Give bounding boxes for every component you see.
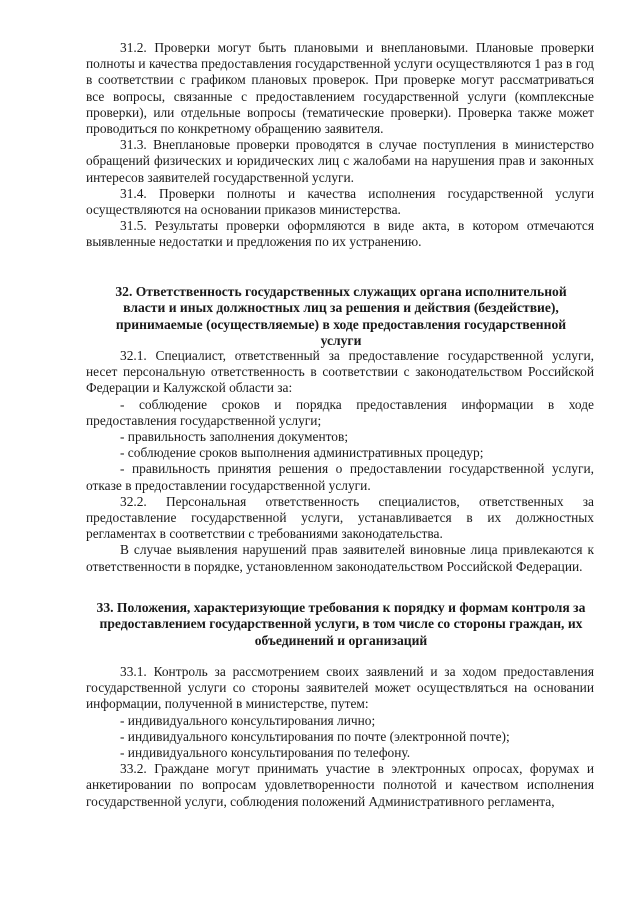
list-item: - правильность заполнения документов; (120, 429, 349, 445)
paragraph-31-5: 31.5. Результаты проверки оформляются в виде акта, в котором отмечаются выявленные недостатки и предложения по их устранению. (86, 218, 594, 250)
section-32-text (86, 348, 594, 575)
responsibility-list (86, 397, 594, 494)
paragraph-32-3: В случае выявления нарушений прав заявителей виновные лица привлекаются к ответственности в порядке, установленном законодательством Российской Федерации. (86, 542, 594, 574)
list-item: - соблюдение сроков и порядка предоставления информации в ходе предоставления государственной услуги; (86, 396, 594, 428)
list-item: - индивидуального консультирования по почте (электронной почте); (120, 728, 510, 744)
paragraph-32-2: 32.2. Персональная ответственность специалистов, ответственных за предоставление государственной услуги, устанавливается в их должностных регламентах в соответствии с требованиями законодательства. (86, 493, 594, 542)
control-methods-list (86, 713, 594, 762)
paragraph-31-2: 31.2. Проверки могут быть плановыми и внеплановыми. Плановые проверки полноты и качества предоставления государственной услуги осуществляются 1 раз в год в соответствии с графиком плановых проверок. При проверке могут рассматриваться все вопросы, связанные с предоставлением государственной услуги (комплексные проверки), или отдельные вопросы (тематические проверки). Проверка также может проводиться по конкретному обращению заявителя. (86, 40, 594, 137)
paragraph-31-4: 31.4. Проверки полноты и качества исполнения государственной услуги осуществляются на основании приказов министерства. (86, 185, 594, 218)
section-33-heading: 33. Положения, характеризующие требования к порядку и формам контроля за предоставлением государственной услуги, в том числе со стороны граждан, их объединений и организаций (96, 600, 586, 648)
list-item: - индивидуального консультирования по телефону. (120, 745, 411, 761)
paragraph-33-2: 33.2. Граждане могут принимать участие в электронных опросах, форумах и анкетировании по вопросам удовлетворенности полнотой и качеством исполнения государственной услуги, соблюдения положений Административного регламента, (86, 761, 594, 809)
list-item: - правильность принятия решения о предоставлении государственной услуги, отказе в предоставлении государственной услуги. (86, 461, 594, 493)
section-31-text (86, 40, 594, 251)
section-32-heading: 32. Ответственность государственных служащих органа исполнительной власти и иных должностных лиц за решения и действия (бездействие), принимаемые (осуществляемые) в ходе предоставления государственной услуги (115, 284, 567, 349)
list-item: - соблюдение сроков выполнения административных процедур; (120, 445, 484, 461)
paragraph-32-1: 32.1. Специалист, ответственный за предоставление государственной услуги, несет персональную ответственность в соответствии с законодательством Российской Федерации и Калужской области за: (86, 348, 594, 396)
paragraph-33-1: 33.1. Контроль за рассмотрением своих заявлений и за ходом предоставления государственной услуги со стороны заявителей может осуществляться на основании информации, полученной в министерстве, путем: (86, 664, 594, 712)
paragraph-31-3: 31.3. Внеплановые проверки проводятся в случае поступления в министерство обращений физических и юридических лиц с жалобами на нарушения прав и законных интересов заявителей государственной услуги. (86, 137, 594, 185)
list-item: - индивидуального консультирования лично; (120, 712, 376, 728)
section-33-text (86, 664, 594, 810)
